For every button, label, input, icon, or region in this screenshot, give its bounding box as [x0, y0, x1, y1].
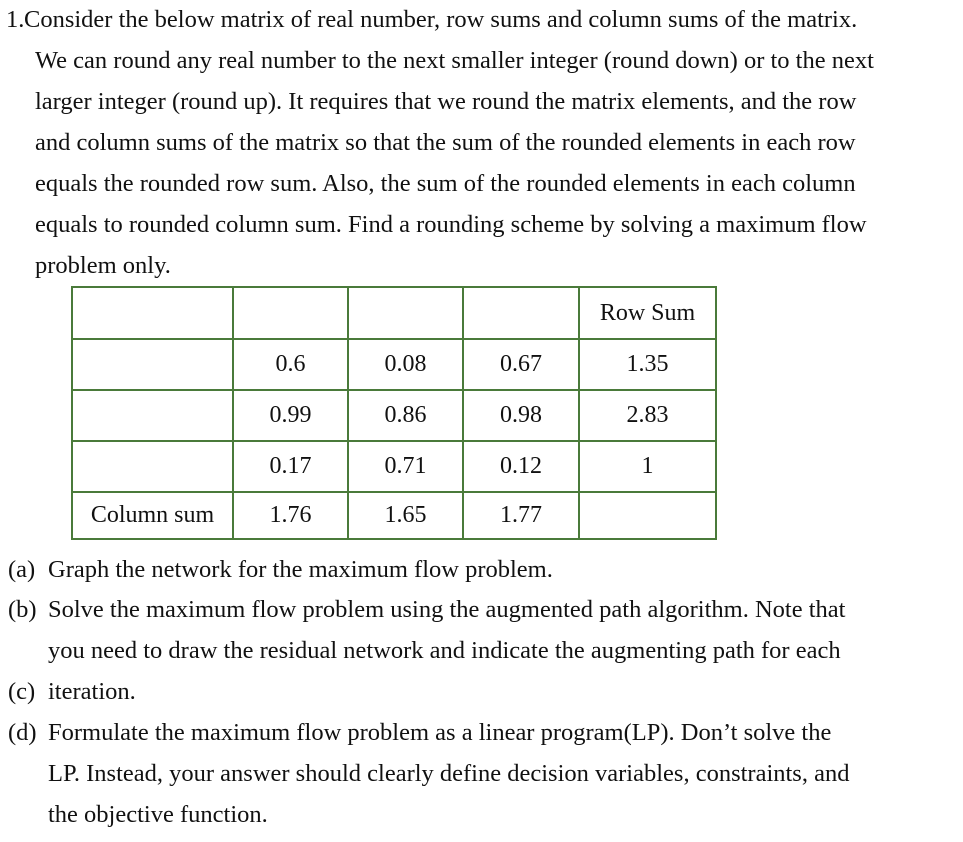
part-d-line-3: the objective function.	[48, 801, 268, 828]
matrix-cell: 0.71	[348, 441, 463, 492]
part-b-line-1: Solve the maximum flow problem using the augmented path algorithm. Note that	[48, 596, 846, 623]
matrix-cell: 0.12	[463, 441, 579, 492]
intro-line-6: equals to rounded column sum. Find a rounding scheme by solving a maximum flow	[35, 211, 867, 238]
part-a-label: (a)	[8, 556, 36, 583]
row-label-cell	[72, 441, 233, 492]
row-sum-cell: 1.35	[579, 339, 716, 390]
column-sum-label: Column sum	[72, 492, 233, 539]
column-sum-row	[72, 492, 716, 539]
matrix-cell: 0.98	[463, 390, 579, 441]
part-c-label: (c)	[8, 678, 36, 705]
matrix-cell: 0.99	[233, 390, 348, 441]
intro-line-4: and column sums of the matrix so that the sum of the rounded elements in each row	[35, 129, 856, 156]
header-cell	[348, 287, 463, 339]
row-sum-header: Row Sum	[579, 287, 716, 339]
part-d-line-1: Formulate the maximum flow problem as a linear program(LP). Don’t solve the	[48, 719, 832, 746]
intro-line-7: problem only.	[35, 252, 171, 279]
row-label-cell	[72, 339, 233, 390]
column-sum-cell: 1.76	[233, 492, 348, 539]
matrix-cell: 0.6	[233, 339, 348, 390]
part-d-line-2: LP. Instead, your answer should clearly define decision variables, constraints, and	[48, 760, 850, 787]
table-row	[72, 339, 716, 390]
column-sum-cell: 1.77	[463, 492, 579, 539]
matrix-cell: 0.08	[348, 339, 463, 390]
column-sum-cell: 1.65	[348, 492, 463, 539]
part-b-label: (b)	[8, 596, 37, 623]
table-row	[72, 390, 716, 441]
problem-number: 1.	[6, 6, 25, 33]
header-cell	[233, 287, 348, 339]
matrix-cell: 0.17	[233, 441, 348, 492]
part-a-text: Graph the network for the maximum flow problem.	[48, 556, 553, 583]
matrix-cell: 0.67	[463, 339, 579, 390]
part-b-line-2: you need to draw the residual network and indicate the augmenting path for each	[48, 637, 841, 664]
intro-line-2: We can round any real number to the next smaller integer (round down) or to the next	[35, 47, 874, 74]
intro-line-3: larger integer (round up). It requires that we round the matrix elements, and the row	[35, 88, 857, 115]
intro-line-1: Consider the below matrix of real number, row sums and column sums of the matrix.	[24, 6, 858, 33]
table-header-row	[72, 287, 716, 339]
row-label-cell	[72, 390, 233, 441]
matrix-cell: 0.86	[348, 390, 463, 441]
header-cell	[72, 287, 233, 339]
table-row	[72, 441, 716, 492]
intro-line-5: equals the rounded row sum. Also, the sum of the rounded elements in each column	[35, 170, 856, 197]
row-sum-cell: 1	[579, 441, 716, 492]
row-sum-cell: 2.83	[579, 390, 716, 441]
column-sum-cell	[579, 492, 716, 539]
matrix-table	[71, 286, 717, 540]
part-d-label: (d)	[8, 719, 37, 746]
part-c-text: iteration.	[48, 678, 136, 705]
header-cell	[463, 287, 579, 339]
